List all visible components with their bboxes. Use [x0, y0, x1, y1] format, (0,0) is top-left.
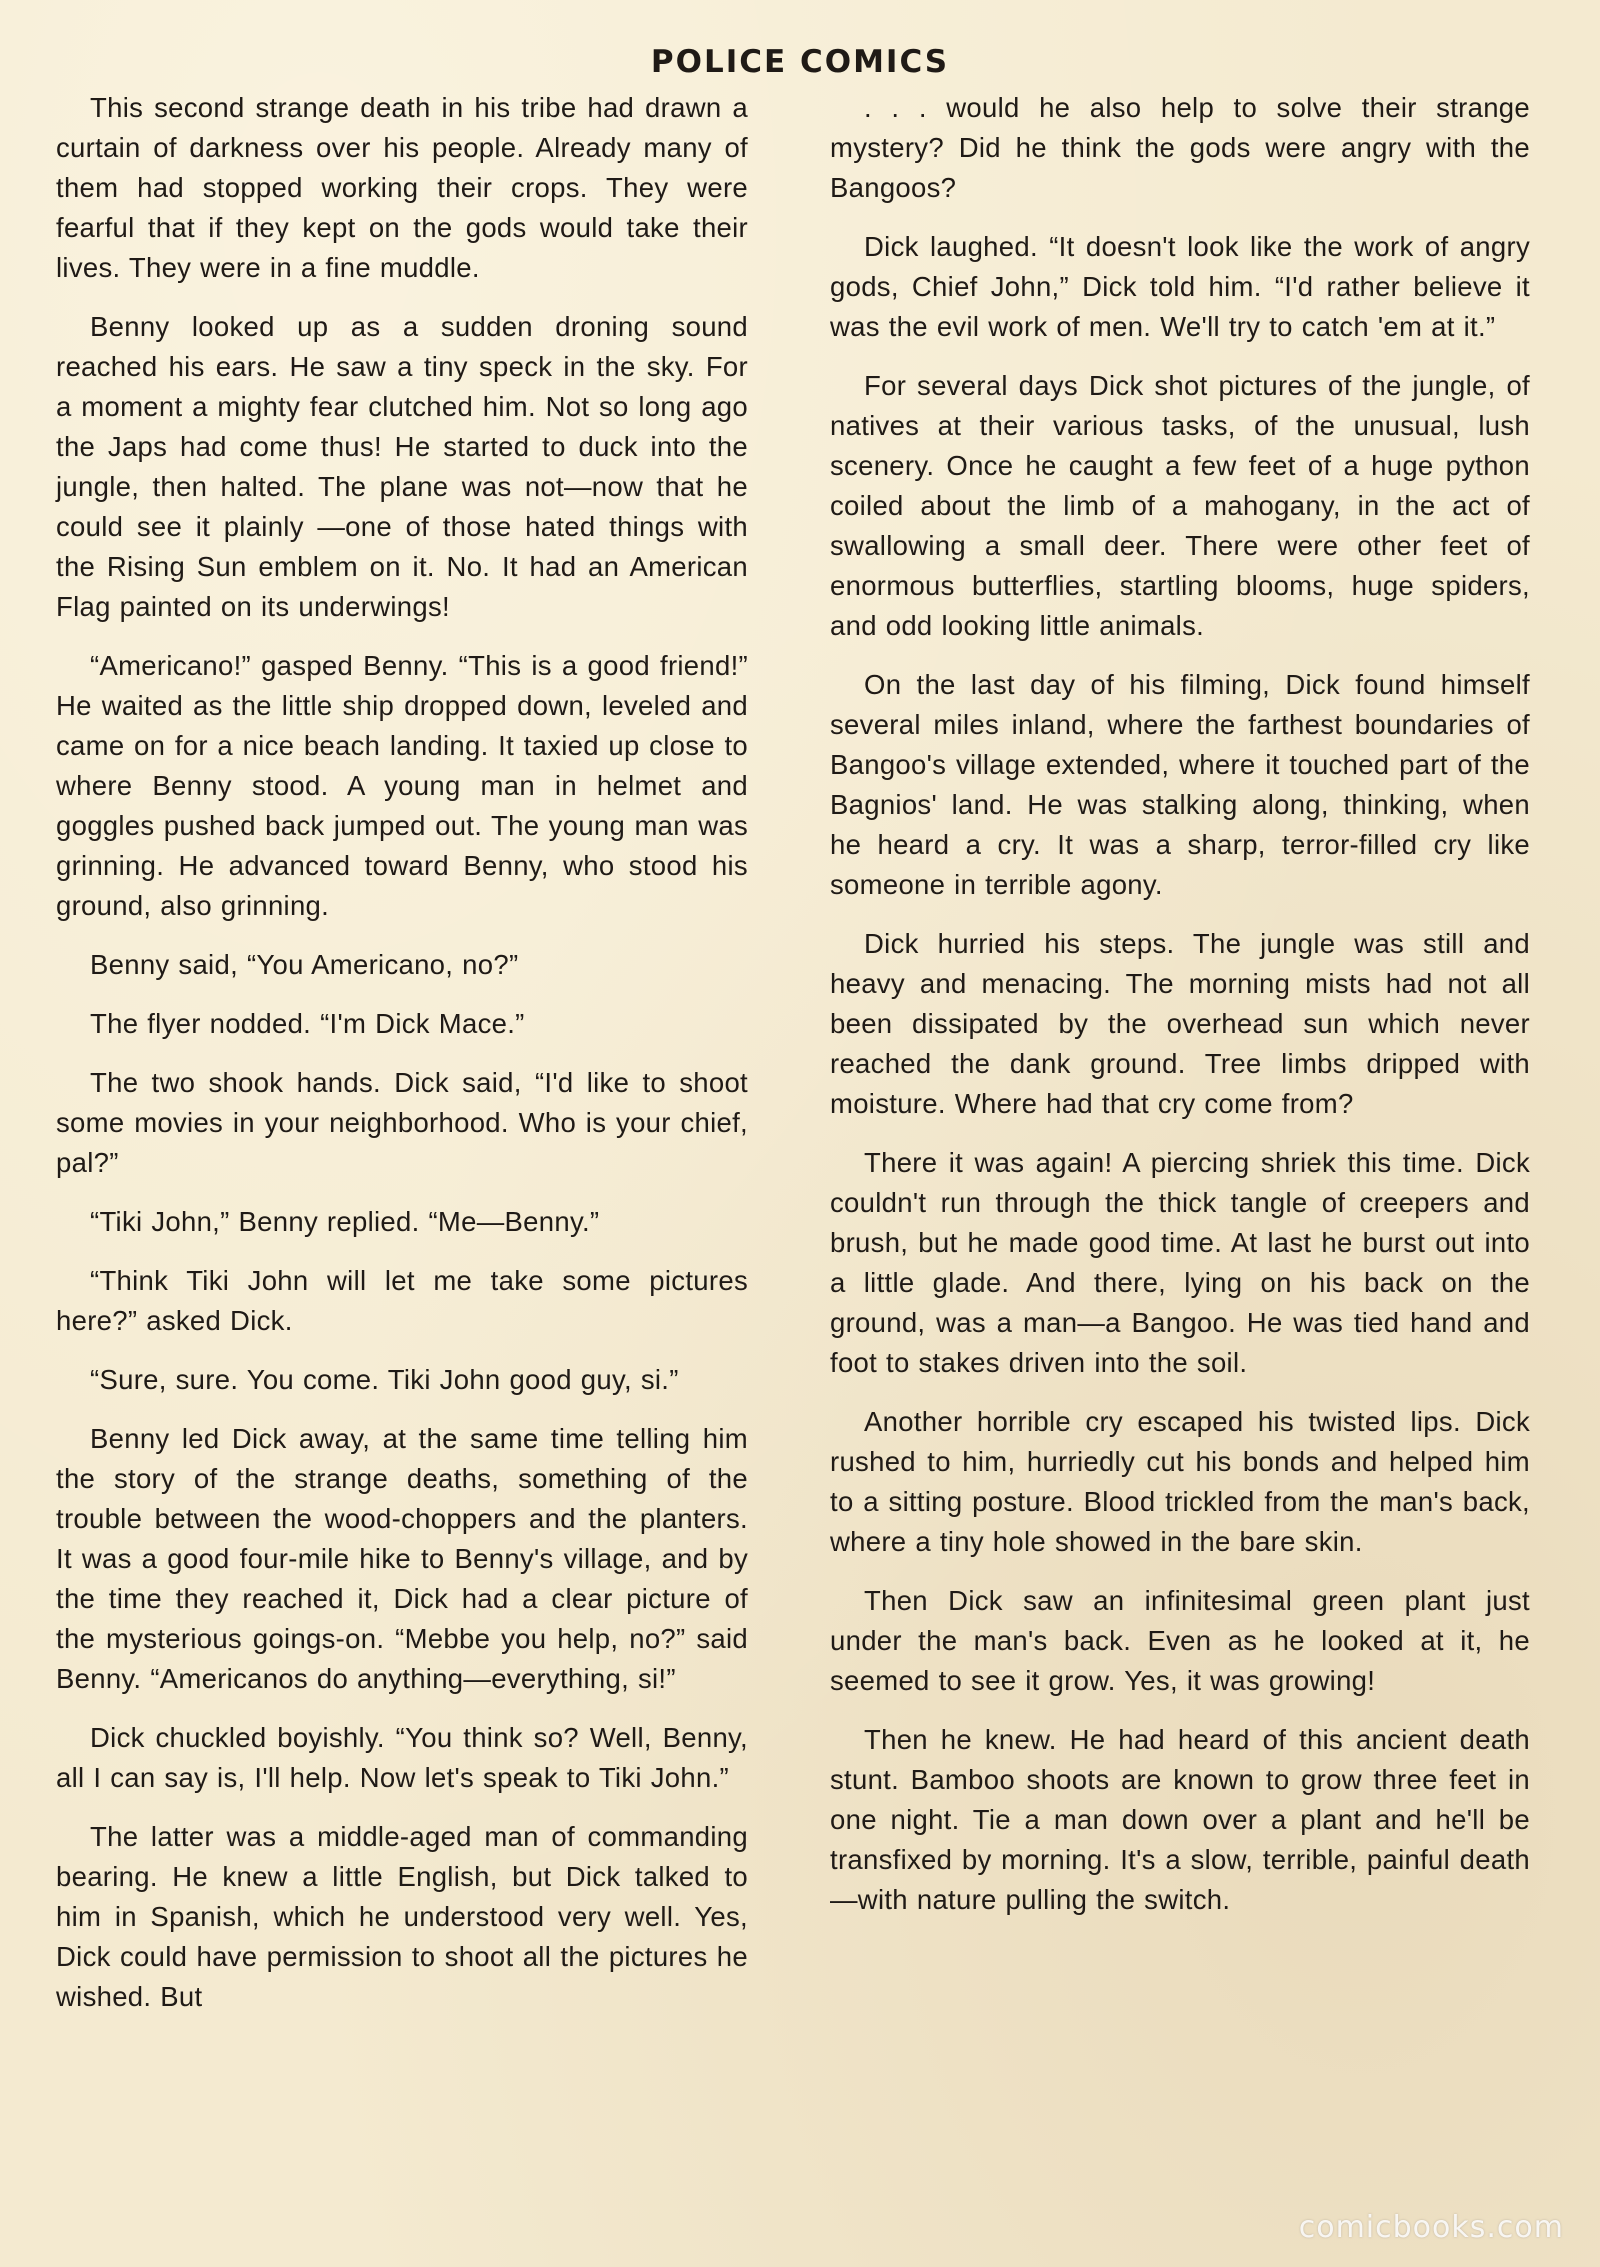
paragraph: This second strange death in his tribe had drawn a curtain of darkness over his people. Already many of them had stopped working their crops. They were fearful that if they kept on the gods would take their lives. They were in a fine muddle.	[56, 92, 748, 283]
paragraph: “Think Tiki John will let me take some pictures here?” asked Dick.	[56, 1265, 748, 1336]
paragraph: Dick laughed. “It doesn't look like the work of angry gods, Chief John,” Dick told him. “I'd rather believe it was the evil work of men. We'll try to catch 'em at it.”	[830, 231, 1530, 342]
paragraph: “Americano!” gasped Benny. “This is a good friend!” He waited as the little ship dropped down, leveled and came on for a nice beach landing. It taxied up close to where Benny stood. A young man in helmet and goggles pushed back jumped out. The young man was grinning. He advanced toward Benny, who stood his ground, also grinning.	[56, 650, 748, 921]
watermark: comicbooks.com	[1298, 2210, 1564, 2245]
paragraph: On the last day of his filming, Dick found himself several miles inland, where the farthest boundaries of Bangoo's village extended, where it touched part of the Bagnios' land. He was stalking along, thinking, when he heard a cry. It was a sharp, terror-filled cry like someone in terrible agony.	[830, 669, 1530, 900]
left-text-column	[56, 88, 748, 2036]
paragraph: Dick chuckled boyishly. “You think so? Well, Benny, all I can say is, I'll help. Now let's speak to Tiki John.”	[56, 1722, 748, 1793]
paragraph: Then Dick saw an infinitesimal green plant just under the man's back. Even as he looked at it, he seemed to see it grow. Yes, it was growing!	[830, 1585, 1530, 1696]
paragraph: The flyer nodded. “I'm Dick Mace.”	[90, 1008, 525, 1039]
paragraph: Benny led Dick away, at the same time telling him the story of the strange deaths, something of the trouble between the wood-choppers and the planters. It was a good four-mile hike to Benny's village, and by the time they reached it, Dick had a clear picture of the mysterious goings-on. “Mebbe you help, no?” said Benny. “Americanos do anything—everything, si!”	[56, 1423, 748, 1694]
paragraph: “Sure, sure. You come. Tiki John good guy, si.”	[90, 1364, 679, 1395]
paragraph: The two shook hands. Dick said, “I'd like to shoot some movies in your neighborhood. Who is your chief, pal?”	[56, 1067, 748, 1178]
paragraph: . . . would he also help to solve their strange mystery? Did he think the gods were angry with the Bangoos?	[830, 92, 1530, 203]
paragraph: “Tiki John,” Benny replied. “Me—Benny.”	[90, 1206, 600, 1237]
paragraph: Benny looked up as a sudden droning sound reached his ears. He saw a tiny speck in the sky. For a moment a mighty fear clutched him. Not so long ago the Japs had come thus! He started to duck into the jungle, then halted. The plane was not—now that he could see it plainly —one of those hated things with the Rising Sun emblem on it. No. It had an American Flag painted on its underwings!	[56, 311, 748, 622]
page-title: POLICE COMICS	[650, 44, 950, 80]
paragraph: Then he knew. He had heard of this ancient death stunt. Bamboo shoots are known to grow three feet in one night. Tie a man down over a plant and he'll be transfixed by morning. It's a slow, terrible, painful death—with nature pulling the switch.	[830, 1724, 1530, 1915]
paragraph: Dick hurried his steps. The jungle was still and heavy and menacing. The morning mists had not all been dissipated by the overhead sun which never reached the dank ground. Tree limbs dripped with moisture. Where had that cry come from?	[830, 928, 1530, 1119]
paragraph: Benny said, “You Americano, no?”	[90, 949, 519, 980]
paragraph: There it was again! A piercing shriek this time. Dick couldn't run through the thick tangle of creepers and brush, but he made good time. At last he burst out into a little glade. And there, lying on his back on the ground, was a man—a Bangoo. He was tied hand and foot to stakes driven into the soil.	[830, 1147, 1530, 1378]
right-text-column	[830, 88, 1530, 1939]
paragraph: For several days Dick shot pictures of the jungle, of natives at their various tasks, of the unusual, lush scenery. Once he caught a few feet of a huge python coiled about the limb of a mahogany, in the act of swallowing a small deer. There were other feet of enormous butterflies, startling blooms, huge spiders, and odd looking little animals.	[830, 370, 1530, 641]
paragraph: The latter was a middle-aged man of commanding bearing. He knew a little English, but Dick talked to him in Spanish, which he understood very well. Yes, Dick could have permission to shoot all the pictures he wished. But	[56, 1821, 748, 2012]
paragraph: Another horrible cry escaped his twisted lips. Dick rushed to him, hurriedly cut his bonds and helped him to a sitting posture. Blood trickled from the man's back, where a tiny hole showed in the bare skin.	[830, 1406, 1530, 1557]
